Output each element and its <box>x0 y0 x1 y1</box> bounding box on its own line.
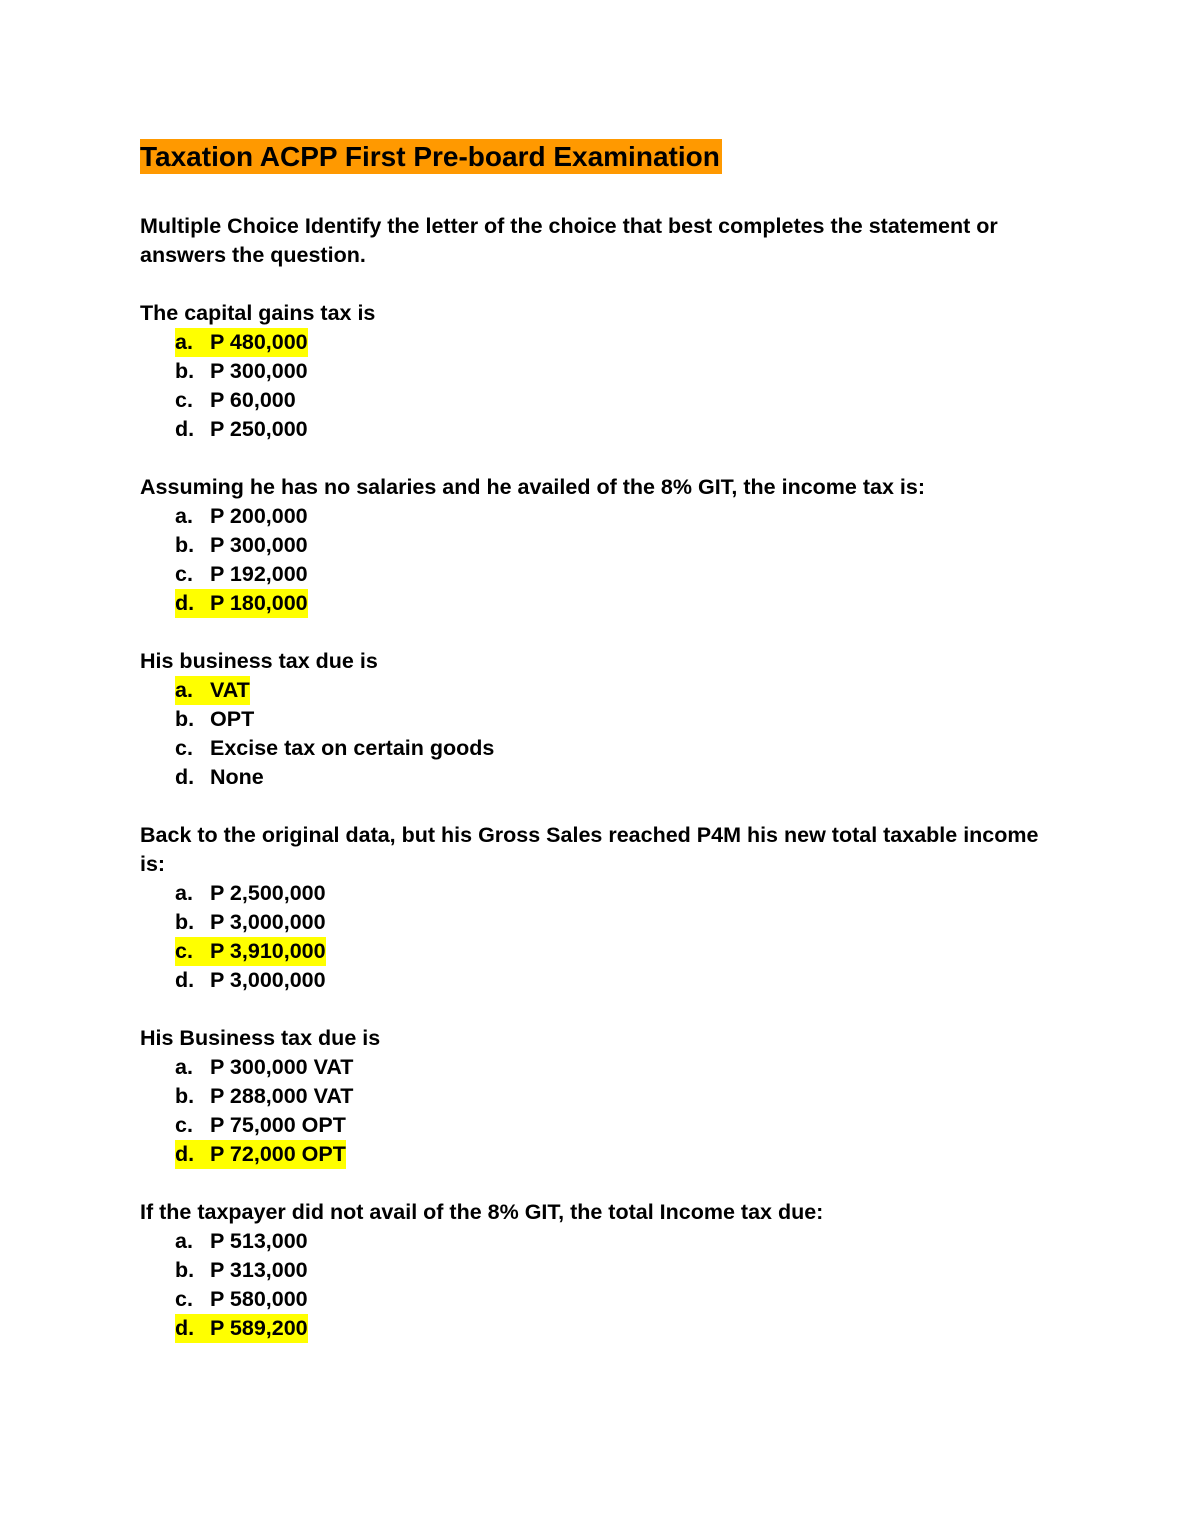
choice-item <box>140 763 1190 792</box>
choice-text: P 300,000 VAT <box>210 1055 354 1079</box>
choice-letter: a. <box>175 504 193 528</box>
choice-item-highlighted <box>140 676 1190 705</box>
choice-item-highlighted <box>140 937 1190 966</box>
choice-letter: b. <box>175 1258 195 1282</box>
choice-text: P 250,000 <box>210 417 308 441</box>
choice-content <box>175 1314 308 1343</box>
choice-item-highlighted <box>140 1140 1190 1169</box>
question-stem: His business tax due is <box>140 649 378 673</box>
choice-item <box>140 879 1190 908</box>
choice-text: P 60,000 <box>210 388 296 412</box>
choice-content <box>175 328 308 357</box>
question-block <box>140 647 1190 792</box>
choice-content <box>175 415 308 444</box>
choice-item <box>140 415 1190 444</box>
choice-item <box>140 560 1190 589</box>
choice-text: P 3,910,000 <box>210 939 326 963</box>
choice-text: P 3,000,000 <box>210 910 326 934</box>
choice-text: P 313,000 <box>210 1258 308 1282</box>
choice-content <box>175 1053 353 1082</box>
choice-letter: b. <box>175 707 195 731</box>
choice-content <box>175 676 250 705</box>
choice-text: P 3,000,000 <box>210 968 326 992</box>
choice-text: P 200,000 <box>210 504 308 528</box>
choice-letter: d. <box>175 765 195 789</box>
choice-content <box>175 560 308 589</box>
choice-item-highlighted <box>140 589 1190 618</box>
choice-letter: b. <box>175 359 195 383</box>
choice-content <box>175 879 326 908</box>
choice-letter: c. <box>175 736 193 760</box>
choice-letter: d. <box>175 1142 195 1166</box>
choice-text: Excise tax on certain goods <box>210 736 495 760</box>
choice-content <box>175 705 254 734</box>
choice-content <box>175 1256 308 1285</box>
choice-text: None <box>210 765 264 789</box>
choice-item-highlighted <box>140 1314 1190 1343</box>
choice-letter: b. <box>175 1084 195 1108</box>
choice-text: P 2,500,000 <box>210 881 326 905</box>
choice-list <box>140 328 1190 444</box>
choice-text: P 72,000 OPT <box>210 1142 346 1166</box>
instructions-text: Multiple Choice Identify the letter of the choice that best completes the statement or answers the question. <box>140 214 998 267</box>
choice-item <box>140 386 1190 415</box>
choice-content <box>175 966 326 995</box>
choice-letter: b. <box>175 910 195 934</box>
choice-content <box>175 734 494 763</box>
choice-item <box>140 1053 1190 1082</box>
page-title: Taxation ACPP First Pre-board Examination <box>140 141 720 172</box>
choice-text: VAT <box>210 678 250 702</box>
choice-letter: a. <box>175 1055 193 1079</box>
choice-content <box>175 908 326 937</box>
choice-text: P 580,000 <box>210 1287 308 1311</box>
choice-text: P 180,000 <box>210 591 308 615</box>
choice-letter: c. <box>175 1287 193 1311</box>
question-stem: His Business tax due is <box>140 1026 381 1050</box>
choice-item <box>140 531 1190 560</box>
choice-item <box>140 966 1190 995</box>
choice-letter: c. <box>175 562 193 586</box>
choice-content <box>175 937 326 966</box>
question-block <box>140 299 1190 444</box>
choice-text: P 513,000 <box>210 1229 308 1253</box>
question-list <box>140 299 1190 1343</box>
choice-content <box>175 531 308 560</box>
choice-item <box>140 1111 1190 1140</box>
choice-letter: c. <box>175 939 193 963</box>
choice-item <box>140 1082 1190 1111</box>
choice-text: OPT <box>210 707 255 731</box>
choice-letter: a. <box>175 1229 193 1253</box>
choice-item <box>140 705 1190 734</box>
choice-item <box>140 357 1190 386</box>
choice-content <box>175 1111 346 1140</box>
question-block <box>140 473 1190 618</box>
choice-item <box>140 908 1190 937</box>
choice-content <box>175 1285 308 1314</box>
question-stem: Back to the original data, but his Gross Sales reached P4M his new total taxable income is: <box>140 823 1039 876</box>
choice-text: P 480,000 <box>210 330 308 354</box>
choice-item <box>140 1256 1190 1285</box>
choice-content <box>175 502 308 531</box>
choice-text: P 192,000 <box>210 562 308 586</box>
choice-letter: c. <box>175 388 193 412</box>
choice-list <box>140 1227 1190 1343</box>
choice-content <box>175 386 296 415</box>
choice-text: P 300,000 <box>210 359 308 383</box>
choice-content <box>175 1140 346 1169</box>
question-stem: The capital gains tax is <box>140 301 376 325</box>
choice-content <box>175 763 264 792</box>
choice-text: P 300,000 <box>210 533 308 557</box>
choice-list <box>140 676 1190 792</box>
choice-letter: d. <box>175 417 195 441</box>
choice-item <box>140 1227 1190 1256</box>
question-block <box>140 821 1190 995</box>
choice-text: P 589,200 <box>210 1316 308 1340</box>
question-stem: If the taxpayer did not avail of the 8% GIT, the total Income tax due: <box>140 1200 824 1224</box>
choice-letter: a. <box>175 881 193 905</box>
choice-letter: c. <box>175 1113 193 1137</box>
choice-list <box>140 502 1190 618</box>
choice-list <box>140 879 1190 995</box>
choice-content <box>175 1082 353 1111</box>
choice-item <box>140 734 1190 763</box>
choice-list <box>140 1053 1190 1169</box>
question-block <box>140 1198 1190 1343</box>
choice-item <box>140 1285 1190 1314</box>
choice-content <box>175 357 308 386</box>
question-block <box>140 1024 1190 1169</box>
choice-letter: d. <box>175 591 195 615</box>
choice-item-highlighted <box>140 328 1190 357</box>
choice-text: P 288,000 VAT <box>210 1084 354 1108</box>
choice-content <box>175 589 308 618</box>
choice-item <box>140 502 1190 531</box>
choice-text: P 75,000 OPT <box>210 1113 346 1137</box>
choice-letter: d. <box>175 968 195 992</box>
choice-content <box>175 1227 308 1256</box>
choice-letter: a. <box>175 678 193 702</box>
choice-letter: b. <box>175 533 195 557</box>
choice-letter: d. <box>175 1316 195 1340</box>
question-stem: Assuming he has no salaries and he availed of the 8% GIT, the income tax is: <box>140 475 925 499</box>
choice-letter: a. <box>175 330 193 354</box>
